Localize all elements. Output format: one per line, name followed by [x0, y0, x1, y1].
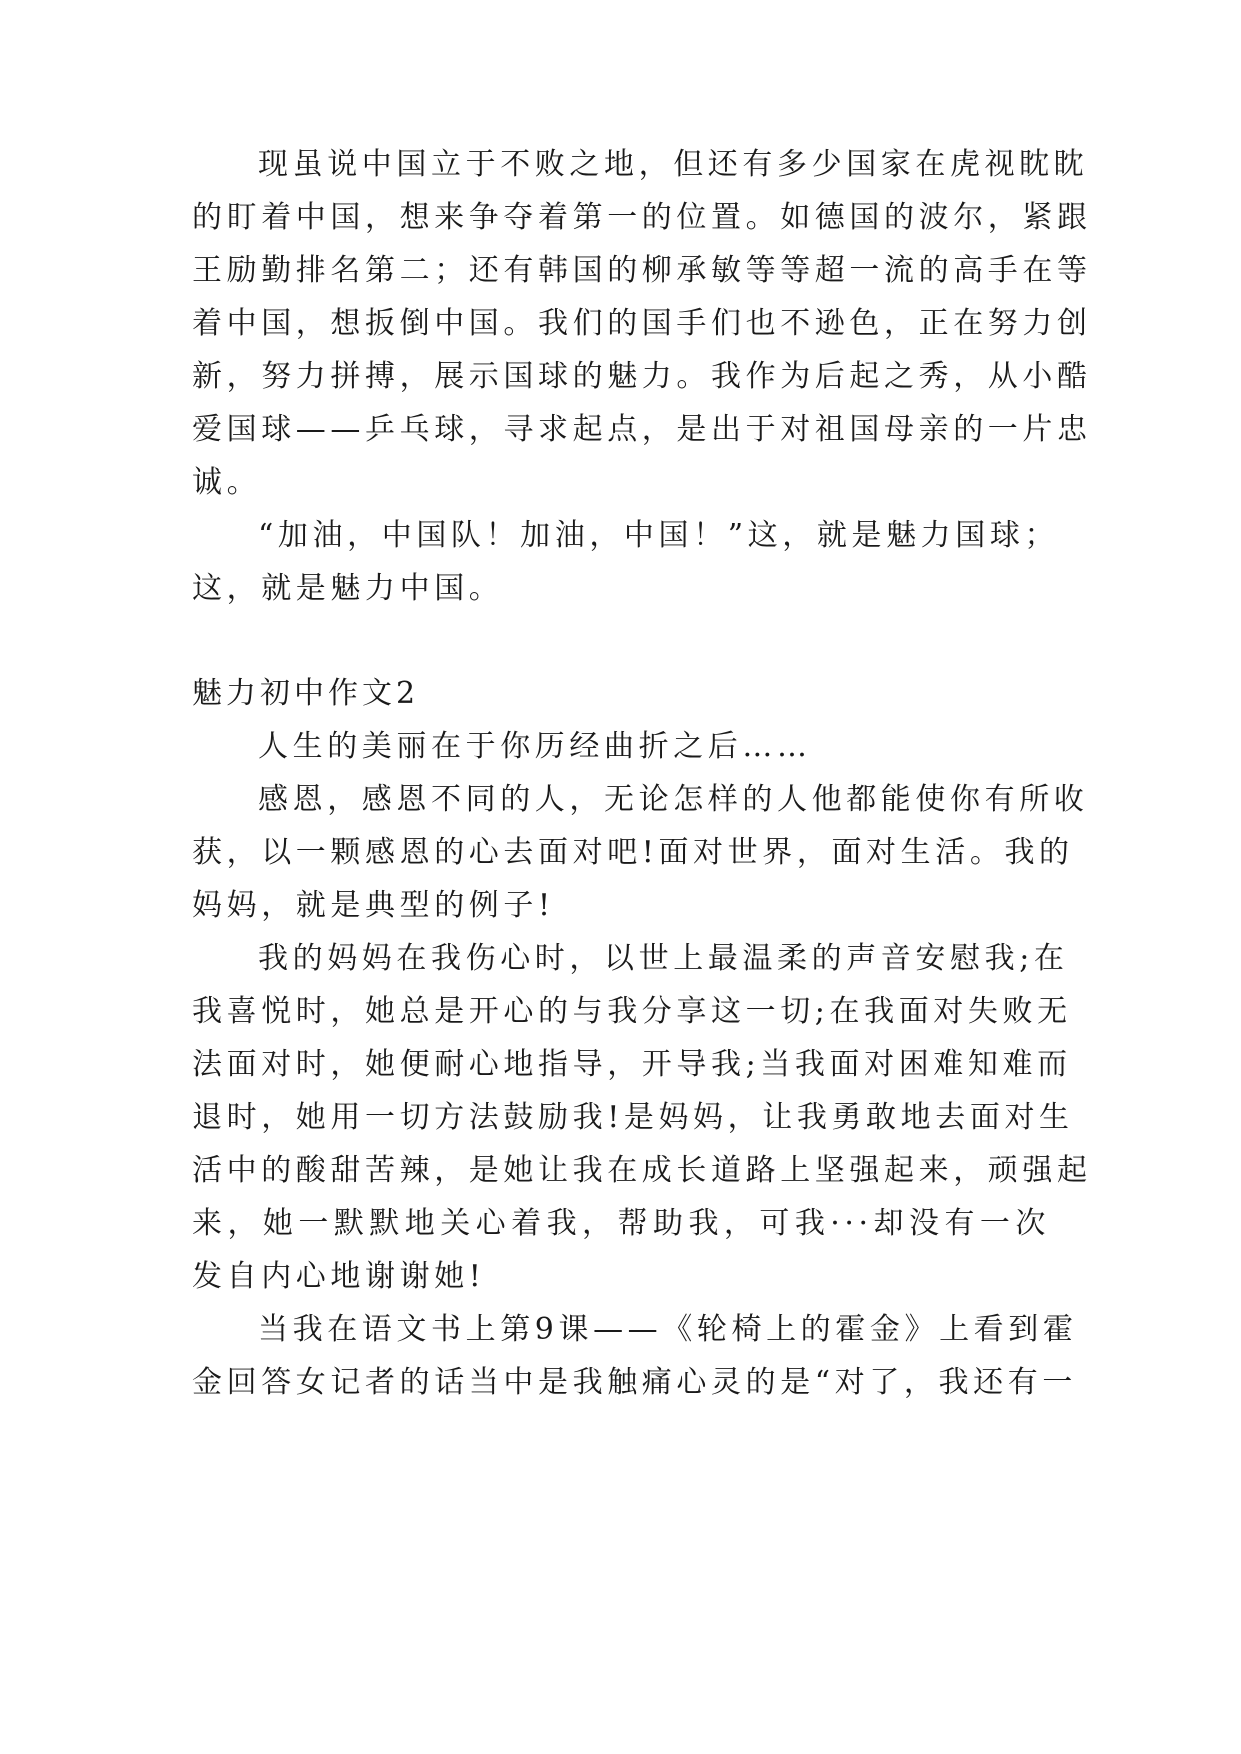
paragraph-line: 获，以一颗感恩的心去面对吧!面对世界，面对生活。我的 [192, 835, 1074, 870]
paragraph-line: 我喜悦时，她总是开心的与我分享这一切;在我面对失败无 [192, 994, 1072, 1029]
paragraph-line: 的盯着中国，想来争夺着第一的位置。如德国的波尔，紧跟 [192, 200, 1092, 235]
paragraph-line: 金回答女记者的话当中是我触痛心灵的是“对了，我还有一 [192, 1365, 1077, 1400]
paragraph-line: 退时，她用一切方法鼓励我!是妈妈，让我勇敢地去面对生 [192, 1100, 1074, 1135]
paragraph-line: 妈妈，就是典型的例子! [192, 888, 555, 923]
paragraph-line: 这，就是魅力中国。 [192, 571, 504, 606]
essay-title: 魅力初中作文2 [192, 676, 420, 711]
paragraph-line: 感恩，感恩不同的人，无论怎样的人他都能使你有所收 [258, 782, 1089, 817]
paragraph-line: 当我在语文书上第9课——《轮椅上的霍金》上看到霍 [258, 1312, 1078, 1347]
paragraph-line: 现虽说中国立于不败之地，但还有多少国家在虎视眈眈 [258, 147, 1089, 182]
paragraph-line: 王励勤排名第二；还有韩国的柳承敏等等超一流的高手在等 [192, 253, 1092, 288]
paragraph-line: 新，努力拼搏，展示国球的魅力。我作为后起之秀，从小酷 [192, 359, 1092, 394]
paragraph-line: 法面对时，她便耐心地指导，开导我;当我面对困难知难而 [192, 1047, 1072, 1082]
paragraph-line: 来，她一默默地关心着我，帮助我，可我···却没有一次 [192, 1206, 1050, 1241]
paragraph-line: 爱国球——乒乓球，寻求起点，是出于对祖国母亲的一片忠 [192, 412, 1092, 447]
paragraph-line: 人生的美丽在于你历经曲折之后…… [258, 729, 812, 764]
paragraph-line: 活中的酸甜苦辣，是她让我在成长道路上坚强起来，顽强起 [192, 1153, 1092, 1188]
paragraph-line: 发自内心地谢谢她! [192, 1259, 486, 1294]
paragraph-line: 我的妈妈在我伤心时，以世上最温柔的声音安慰我;在 [258, 941, 1069, 976]
paragraph-line: 诚。 [192, 465, 262, 500]
paragraph-line: 着中国，想扳倒中国。我们的国手们也不逊色，正在努力创 [192, 306, 1092, 341]
paragraph-line: “加油，中国队！加油，中国！”这，就是魅力国球； [258, 518, 1060, 553]
